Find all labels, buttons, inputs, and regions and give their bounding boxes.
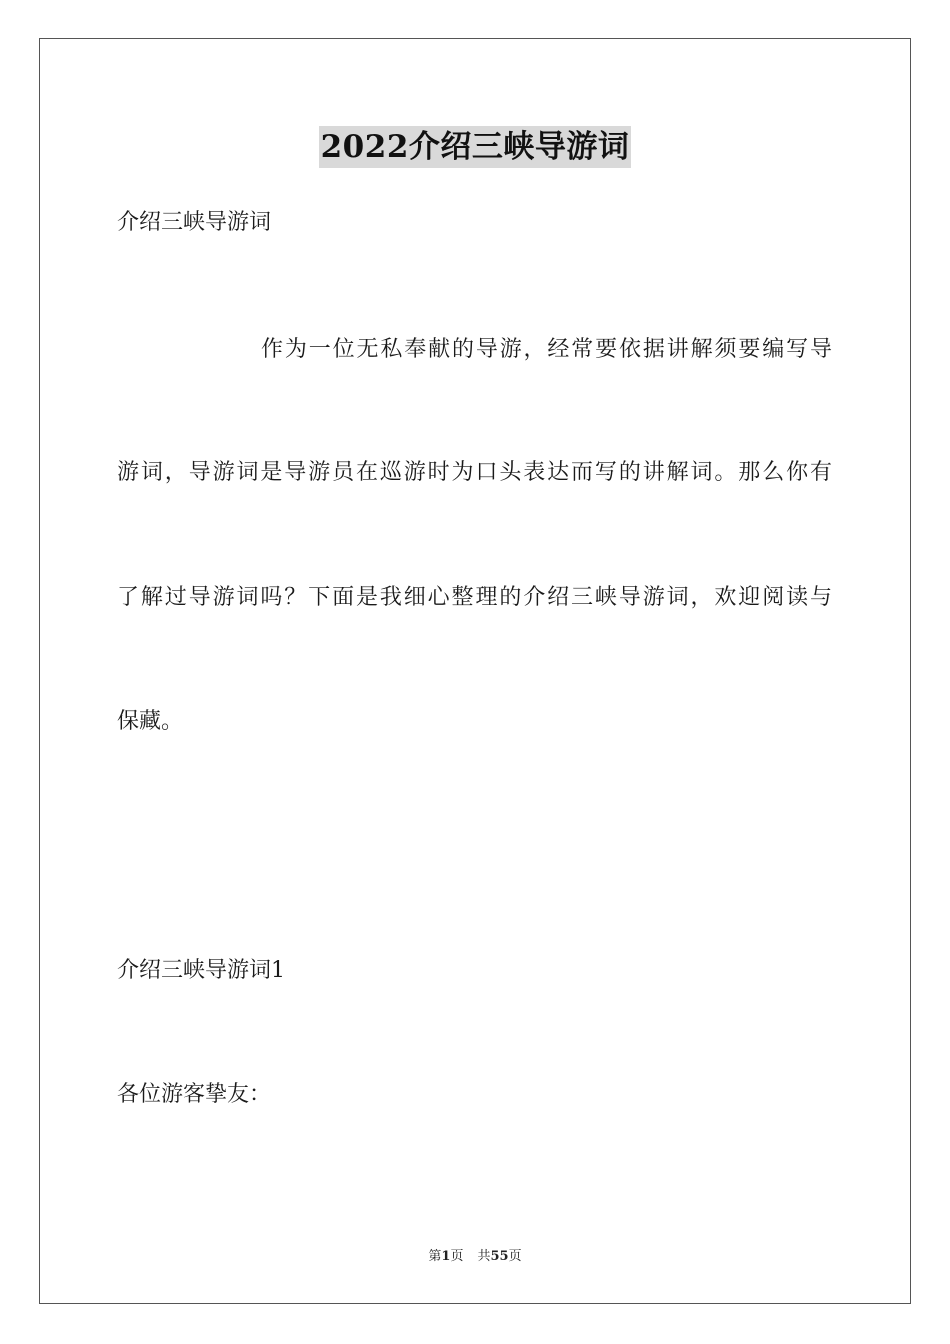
- footer-total-suffix: 页: [508, 1249, 522, 1264]
- page-footer: [0, 1248, 950, 1266]
- section-heading: 介绍三峡导游词1: [117, 958, 285, 983]
- footer-page-prefix: 第: [428, 1249, 442, 1264]
- intro-line-3: 了解过导游词吗？下面是我细心整理的介绍三峡导游词，欢迎阅读与: [117, 585, 832, 610]
- intro-line-1: 作为一位无私奉献的导游，经常要依据讲解须要编写导: [261, 337, 832, 362]
- title-container: [0, 126, 950, 168]
- footer-page-total: 55: [490, 1249, 509, 1264]
- footer-total-prefix: 共: [477, 1249, 491, 1264]
- intro-line-4: 保藏。: [117, 709, 184, 734]
- footer-page-current: 1: [441, 1249, 451, 1264]
- greeting-line: 各位游客挚友：: [117, 1082, 272, 1107]
- footer-page-mid: 页: [450, 1249, 464, 1264]
- document-subtitle: 介绍三峡导游词: [117, 210, 272, 235]
- document-title: 2022介绍三峡导游词: [319, 126, 632, 168]
- intro-line-2: 游词，导游词是导游员在巡游时为口头表达而写的讲解词。那么你有: [117, 460, 832, 485]
